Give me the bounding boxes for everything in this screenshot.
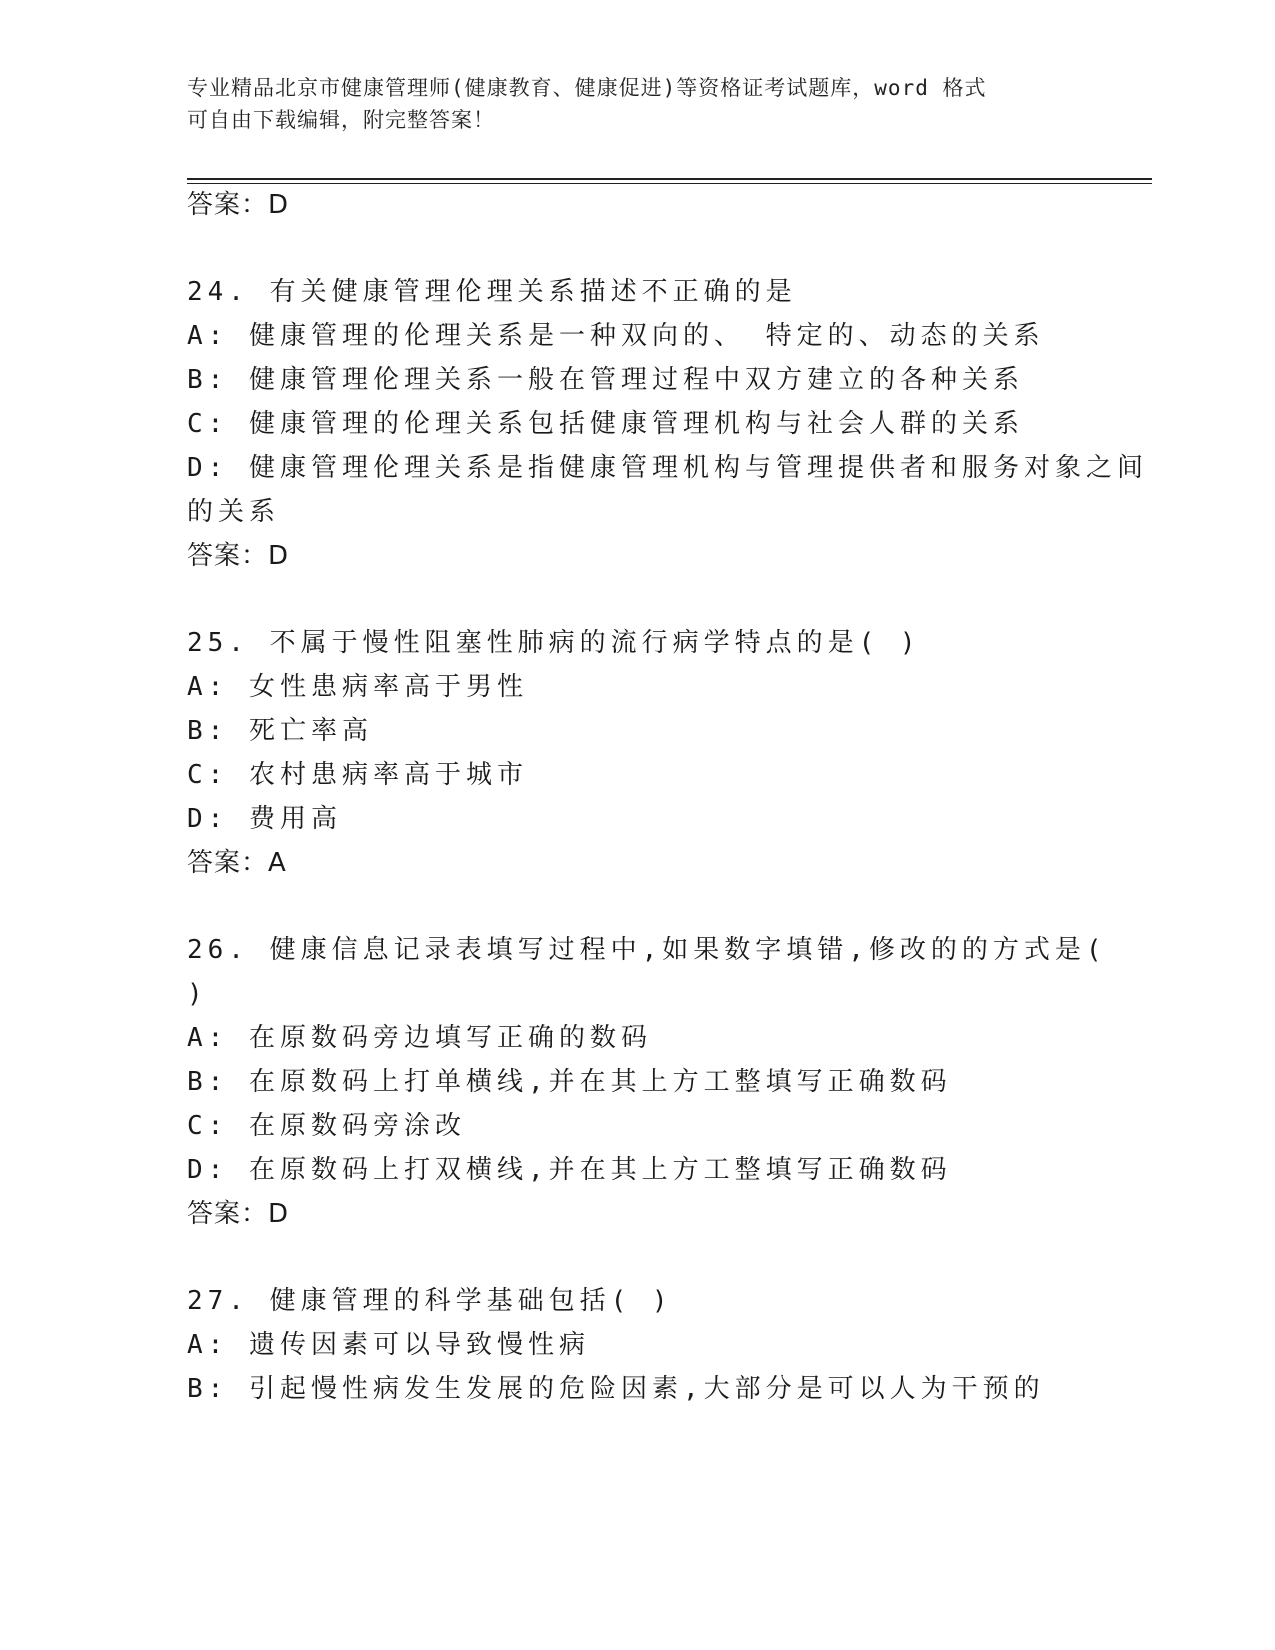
question-24-stem: 24. 有关健康管理伦理关系描述不正确的是 xyxy=(187,277,797,307)
header-rule-thin xyxy=(187,183,1152,184)
question-25-option-d: D: 费用高 xyxy=(187,804,342,834)
header-rule-thick xyxy=(187,178,1152,180)
question-25-option-b: B: 死亡率高 xyxy=(187,716,373,746)
header-line-2: 可自由下载编辑，附完整答案！ xyxy=(187,108,495,132)
header-line-1: 专业精品北京市健康管理师(健康教育、健康促进)等资格证考试题库，word 格式 xyxy=(187,76,987,100)
question-26-stem-cont: ) xyxy=(187,979,208,1009)
question-24-option-d: D: 健康管理伦理关系是指健康管理机构与管理提供者和服务对象之间 xyxy=(187,453,1148,483)
question-24-option-a: A: 健康管理的伦理关系是一种双向的、 特定的、动态的关系 xyxy=(187,321,1045,351)
question-25-option-a: A: 女性患病率高于男性 xyxy=(187,672,528,702)
question-24-option-d-cont: 的关系 xyxy=(187,497,281,527)
question-24-answer: 答案：D xyxy=(187,541,290,571)
question-26-stem: 26. 健康信息记录表填写过程中,如果数字填错,修改的的方式是( xyxy=(187,935,1107,965)
question-25-option-c: C: 农村患病率高于城市 xyxy=(187,760,528,790)
question-27-option-b: B: 引起慢性病发生发展的危险因素,大部分是可以人为干预的 xyxy=(187,1374,1045,1404)
question-25-stem: 25. 不属于慢性阻塞性肺病的流行病学特点的是( ) xyxy=(187,628,921,658)
question-27-option-a: A: 遗传因素可以导致慢性病 xyxy=(187,1330,590,1360)
question-26-option-a: A: 在原数码旁边填写正确的数码 xyxy=(187,1023,652,1053)
question-26-option-d: D: 在原数码上打双横线,并在其上方工整填写正确数码 xyxy=(187,1155,952,1185)
question-26-option-b: B: 在原数码上打单横线,并在其上方工整填写正确数码 xyxy=(187,1067,952,1097)
question-26-option-c: C: 在原数码旁涂改 xyxy=(187,1111,466,1141)
document-header xyxy=(187,72,1087,136)
question-24-option-c: C: 健康管理的伦理关系包括健康管理机构与社会人群的关系 xyxy=(187,409,1024,439)
question-25-answer: 答案：A xyxy=(187,848,287,878)
question-26-answer: 答案：D xyxy=(187,1199,290,1229)
question-27-stem: 27. 健康管理的科学基础包括( ) xyxy=(187,1286,673,1316)
question-24-option-b: B: 健康管理伦理关系一般在管理过程中双方建立的各种关系 xyxy=(187,365,1024,395)
answer-previous: 答案：D xyxy=(187,190,290,220)
